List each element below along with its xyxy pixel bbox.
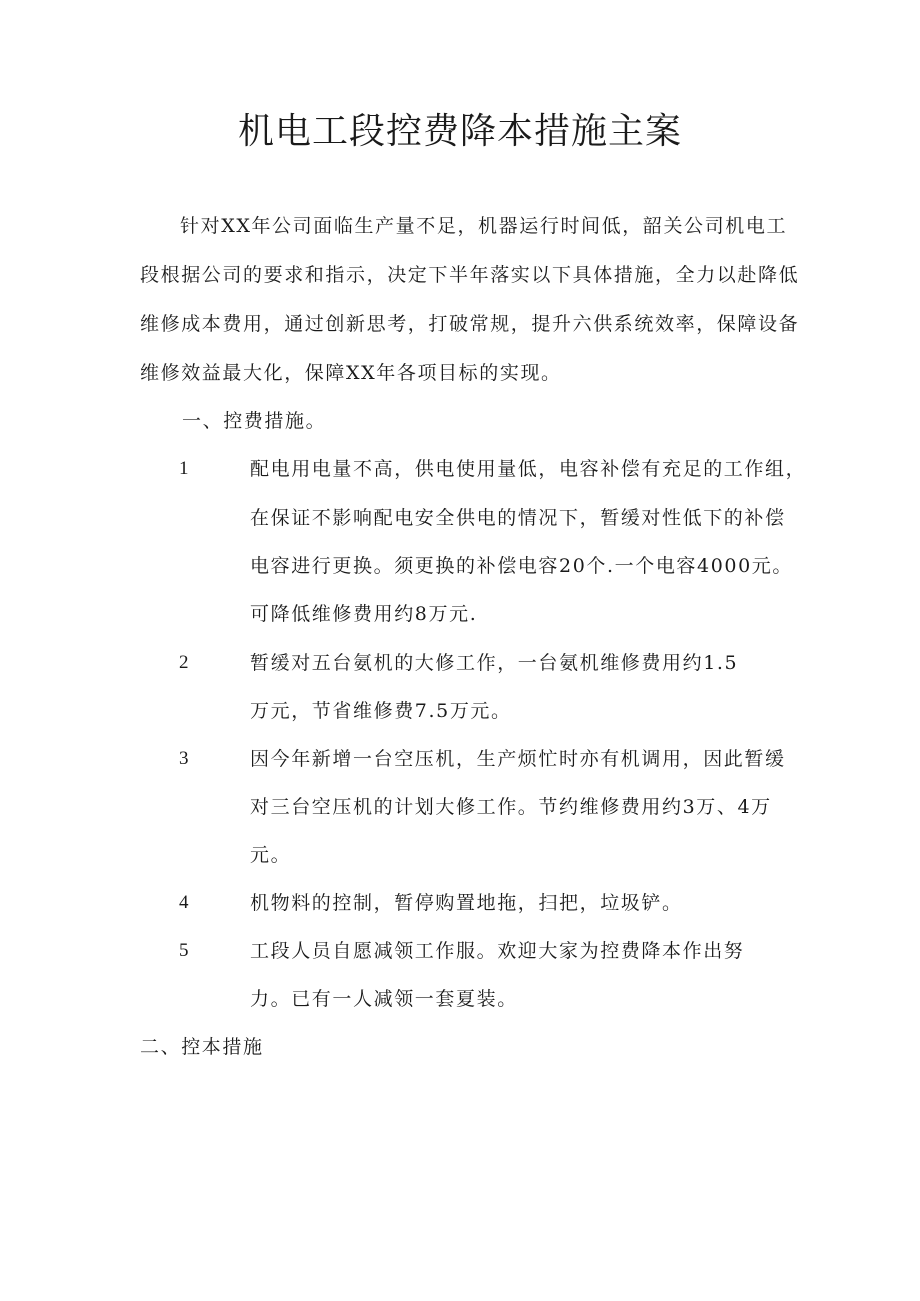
item-5-line-2: 力。已有一人减领一套夏装。 [250, 988, 518, 1010]
intro-line-4: 维修效益最大化，保障XX年各项目标的实现。 [140, 362, 562, 384]
item-3-line-1: 因今年新增一台空压机，生产烦忙时亦有机调用，因此暂缓 [250, 748, 786, 770]
item-4-line-1: 机物料的控制，暂停购置地拖，扫把，垃圾铲。 [250, 892, 683, 914]
document-title: 机电工段控费降本措施主案 [237, 111, 682, 152]
intro-line-1: 针对XX年公司面临生产量不足，机器运行时间低，韶关公司机电工 [180, 215, 788, 237]
intro-line-2: 段根据公司的要求和指示，决定下半年落实以下具体措施，全力以赴降低 [140, 264, 800, 286]
item-number: 2 [179, 652, 189, 673]
item-1-line-1: 配电用电量不高，供电使用量低，电容补偿有充足的工作组， [250, 458, 807, 480]
section-heading-1: 一、控费措施。 [182, 410, 327, 432]
item-1-line-4: 可降低维修费用约8万元. [250, 603, 478, 625]
item-1-line-3: 电容进行更换。须更换的补偿电容20个.一个电容4000元。 [250, 555, 793, 577]
item-3-line-3: 元。 [250, 844, 292, 866]
section-heading-2: 二、控本措施 [140, 1036, 264, 1058]
item-5-line-1: 工段人员自愿减领工作服。欢迎大家为控费降本作出努 [250, 940, 745, 962]
item-2-line-2: 万元，节省维修费7.5万元。 [250, 700, 512, 722]
item-number: 5 [179, 940, 189, 961]
item-1-line-2: 在保证不影响配电安全供电的情况下，暂缓对性低下的补偿 [250, 507, 786, 529]
item-2-line-1: 暂缓对五台氨机的大修工作，一台氨机维修费用约1.5 [250, 652, 739, 674]
item-number: 1 [179, 458, 189, 479]
item-number: 3 [179, 748, 189, 769]
item-3-line-2: 对三台空压机的计划大修工作。节约维修费用约3万、4万 [250, 796, 772, 818]
item-number: 4 [179, 892, 189, 913]
intro-line-3: 维修成本费用，通过创新思考，打破常规，提升六供系统效率，保障设备 [140, 313, 800, 335]
